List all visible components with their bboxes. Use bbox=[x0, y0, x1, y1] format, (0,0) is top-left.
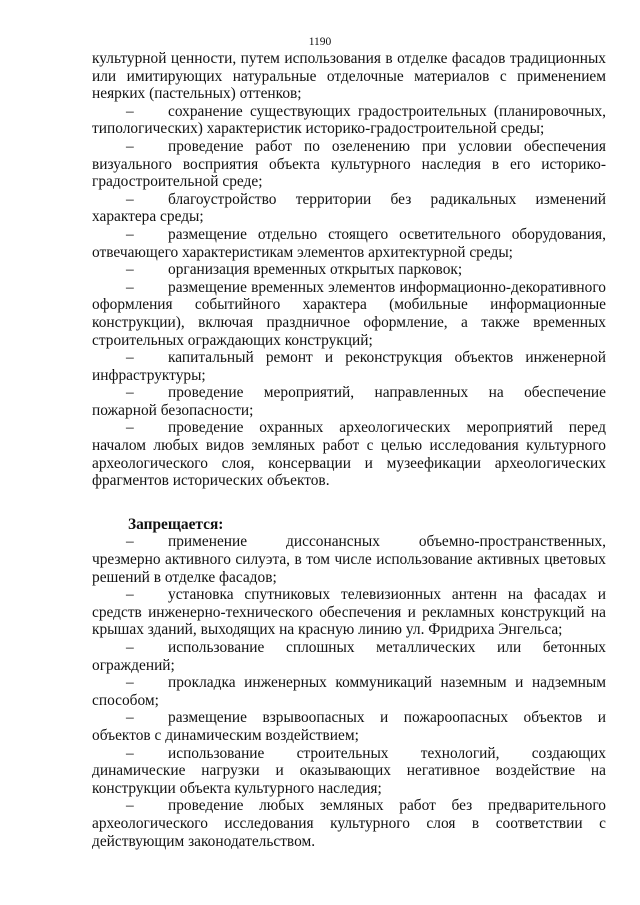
page-number: 1190 bbox=[308, 36, 332, 48]
list-item bbox=[92, 797, 606, 850]
list-item bbox=[92, 709, 606, 744]
list-item-text: прокладка инженерных коммуникаций наземным и надземным способом; bbox=[92, 674, 606, 709]
list-item-text: капитальный ремонт и реконструкция объектов инженерной инфраструктуры; bbox=[92, 349, 606, 384]
dash-marker: – bbox=[126, 261, 134, 279]
document-body bbox=[92, 50, 606, 850]
dash-marker: – bbox=[126, 797, 134, 815]
continued-paragraph: культурной ценности, путем использования в отделке фасадов традиционных или имитирующих натуральные отделочные материалов с применением неярких (пастельных) оттенков; bbox=[92, 50, 606, 103]
list-item bbox=[92, 191, 606, 226]
list-item-text: размещение отдельно стоящего осветительного оборудования, отвечающего характеристикам элементов архитектурной среды; bbox=[92, 225, 606, 261]
list-item bbox=[92, 419, 606, 489]
dash-marker: – bbox=[126, 744, 134, 762]
list-item bbox=[92, 349, 606, 384]
dash-marker: – bbox=[126, 102, 134, 120]
list-item bbox=[92, 533, 606, 586]
list-item bbox=[92, 103, 606, 138]
dash-marker: – bbox=[126, 349, 134, 367]
list-item-text: использование сплошных металлических или бетонных ограждений; bbox=[92, 639, 606, 674]
prohibited-list bbox=[92, 533, 606, 850]
list-item-text: использование строительных технологий, создающих динамические нагрузки и оказывающих негативное воздействие на конструкции объекта культурного наследия; bbox=[92, 744, 606, 797]
list-item bbox=[92, 586, 606, 639]
list-item-text: размещение временных элементов информационно-декоративного оформления событийного характера (мобильные информационные конструкции), включая праздничное оформление, а также временных строительных ограждающих конструкций; bbox=[92, 278, 606, 349]
section-heading-prohibited: Запрещается: bbox=[128, 515, 224, 533]
list-item-text: проведение работ по озеленению при условии обеспечения визуального восприятия объекта культурного наследия в его историко-градостроительной среде; bbox=[92, 137, 606, 191]
list-item bbox=[92, 279, 606, 349]
dash-marker: – bbox=[126, 674, 134, 692]
list-item-text: проведение мероприятий, направленных на обеспечение пожарной безопасности; bbox=[92, 384, 606, 419]
list-item bbox=[92, 639, 606, 674]
list-item-text: проведение любых земляных работ без предварительного археологического исследования культурного слоя в соответствии с действующим законодательством. bbox=[92, 797, 606, 850]
dash-marker: – bbox=[126, 190, 134, 208]
list-item bbox=[92, 261, 606, 279]
dash-marker: – bbox=[126, 419, 134, 437]
dash-marker: – bbox=[126, 384, 134, 402]
list-item bbox=[92, 384, 606, 419]
list-item-text: размещение взрывоопасных и пожароопасных объектов и объектов с динамическим воздействием; bbox=[92, 709, 606, 744]
list-item bbox=[92, 138, 606, 191]
dash-marker: – bbox=[126, 709, 134, 727]
list-item-text: организация временных открытых парковок; bbox=[168, 261, 463, 279]
list-item bbox=[92, 745, 606, 798]
list-item-text: благоустройство территории без радикальных изменений характера среды; bbox=[92, 190, 606, 226]
dash-marker: – bbox=[126, 533, 134, 551]
dash-marker: – bbox=[126, 137, 134, 155]
dash-marker: – bbox=[126, 225, 134, 243]
dash-marker: – bbox=[126, 639, 134, 656]
dash-marker: – bbox=[126, 278, 134, 296]
allowed-list bbox=[92, 103, 606, 490]
list-item-text: установка спутниковых телевизионных антенн на фасадах и средств инженерно-технического обеспечения и рекламных конструкций на крышах зданий, выходящих на красную линию ул. Фридриха Энгельса; bbox=[92, 586, 606, 639]
list-item-text: сохранение существующих градостроительных (планировочных, типологических) характеристик историко-градостроительной среды; bbox=[92, 102, 606, 138]
list-item bbox=[92, 674, 606, 709]
list-item bbox=[92, 226, 606, 261]
list-item-text: проведение охранных археологических мероприятий перед началом любых видов земляных работ с целью исследования культурного археологического слоя, консервации и музеефикации археологических фрагментов исторических объектов. bbox=[92, 419, 606, 490]
dash-marker: – bbox=[126, 586, 134, 604]
list-item-text: применение диссонансных объемно-пространственных, чрезмерно активного силуэта, в том числе использование активных цветовых решений в отделке фасадов; bbox=[92, 533, 606, 586]
